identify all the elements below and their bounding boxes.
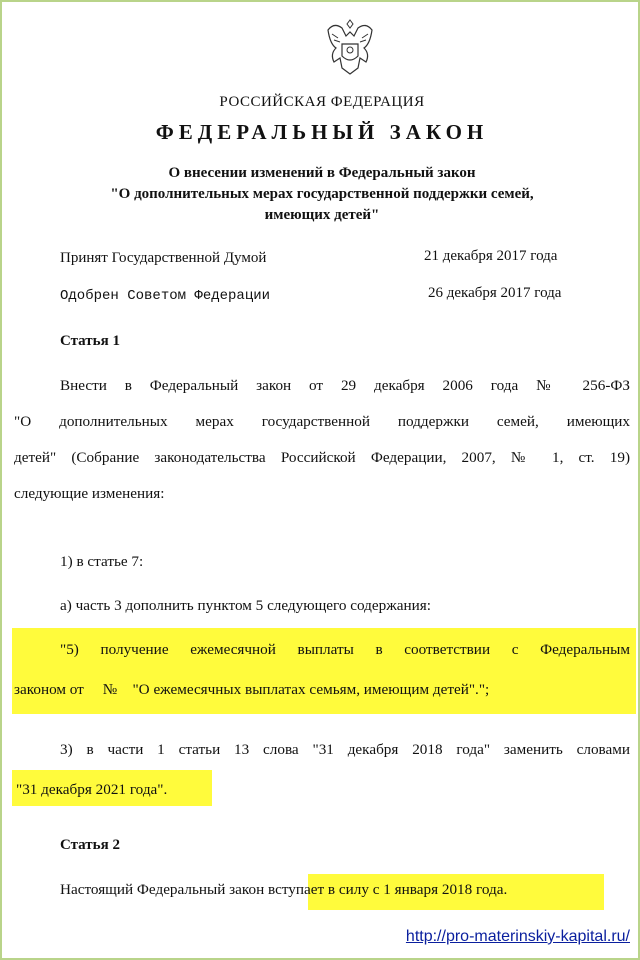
article-1-heading: Статья 1 (60, 333, 120, 349)
item-1: 1) в статье 7: (60, 553, 144, 570)
quoted-amendment (14, 634, 630, 706)
article-2-text (60, 881, 507, 899)
article-2-text-part-1: Настоящий Федеральный закон (60, 881, 269, 898)
source-link[interactable]: http://pro-materinskiy-kapital.ru/ (405, 928, 630, 945)
law-title-line-2: "О дополнительных мерах государственной поддержки семей, (110, 186, 534, 202)
council-approval-date: 26 декабря 2017 года (428, 285, 562, 301)
article-2-heading: Статья 2 (60, 837, 120, 853)
article-2-text-part-2: вступает в силу с 1 января 2018 года. (268, 881, 508, 898)
quote-line-1: "5) получение ежемесячной выплаты в соответствии с Федеральным (60, 641, 630, 658)
duma-adoption-date: 21 декабря 2017 года (424, 248, 558, 264)
council-approval-label: Одобрен Советом Федерации (60, 288, 271, 304)
item-3-line-1: 3) в части 1 статьи 13 слова "31 декабря 2018 года" заменить словами (60, 741, 630, 758)
quote-line-2: законом от № "О ежемесячных выплатах семьям, имеющим детей"."; (14, 681, 490, 698)
intro-line-1: Внести в Федеральный закон от 29 декабря 2006 года № 256-ФЗ (60, 377, 630, 394)
intro-line-4: следующие изменения: (14, 485, 165, 502)
item-1a: а) часть 3 дополнить пунктом 5 следующего содержания: (60, 597, 431, 614)
item-3-line-2: "31 декабря 2021 года". (16, 781, 168, 798)
intro-line-2: "О дополнительных мерах государственной поддержки семей, имеющих (14, 413, 630, 430)
duma-adoption-label: Принят Государственной Думой (60, 250, 267, 266)
country-name: РОССИЙСКАЯ ФЕДЕРАЦИЯ (219, 94, 425, 110)
document-type: ФЕДЕРАЛЬНЫЙ ЗАКОН (155, 120, 489, 144)
law-title-line-3: имеющих детей" (264, 207, 380, 223)
intro-line-3: детей" (Собрание законодательства Российской Федерации, 2007, № 1, ст. 19) (14, 449, 630, 466)
item-3 (14, 734, 630, 806)
coat-of-arms-icon (320, 14, 380, 78)
article-1-intro (14, 370, 630, 510)
law-title-line-1: О внесении изменений в Федеральный закон (168, 165, 476, 181)
